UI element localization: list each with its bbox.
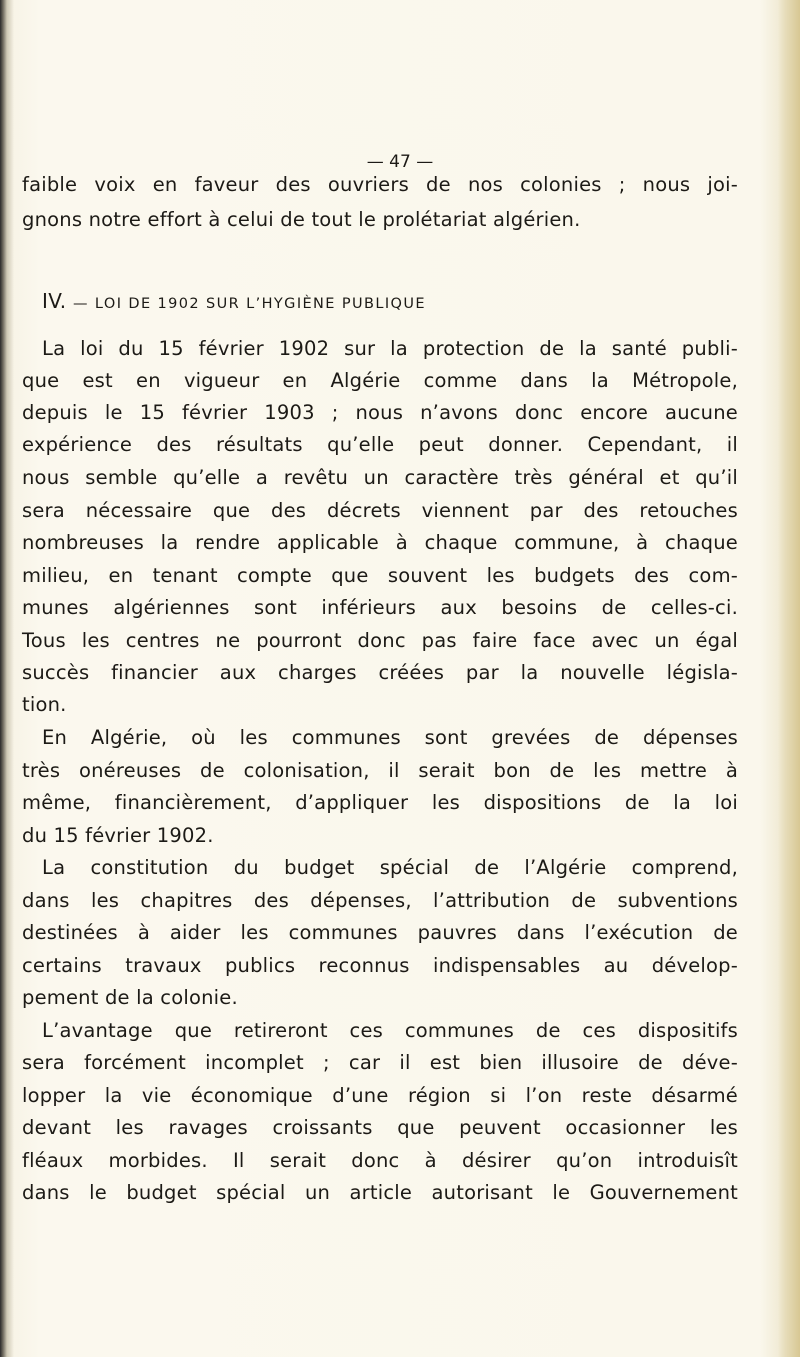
text-line: fléaux morbides. Il serait donc à désirer qu’on introduisît — [22, 1149, 738, 1172]
text-line: sera nécessaire que des décrets viennent par des retouches — [22, 499, 738, 522]
text-line: gnons notre effort à celui de tout le prolétariat algérien. — [22, 208, 581, 231]
text-line: du 15 février 1902. — [22, 824, 214, 847]
page-number: — 47 — — [366, 152, 434, 172]
text-line: faible voix en faveur des ouvriers de nos colonies ; nous joi- — [22, 173, 738, 196]
text-line: La constitution du budget spécial de l’Algérie comprend, — [42, 856, 738, 879]
text-line: pement de la colonie. — [22, 986, 238, 1009]
text-line: succès financier aux charges créées par la nouvelle législa- — [22, 661, 738, 684]
text-line: munes algériennes sont inférieurs aux besoins de celles-ci. — [22, 596, 738, 619]
text-line: milieu, en tenant compte que souvent les budgets des com- — [22, 564, 738, 587]
text-line: La loi du 15 février 1902 sur la protection de la santé publi- — [42, 337, 738, 360]
text-line: En Algérie, où les communes sont grevées de dépenses — [42, 726, 738, 749]
text-line: que est en vigueur en Algérie comme dans la Métropole, — [22, 369, 738, 392]
text-line: Tous les centres ne pourront donc pas faire face avec un égal — [22, 629, 738, 652]
text-line: dans les chapitres des dépenses, l’attribution de subventions — [22, 889, 738, 912]
text-line: devant les ravages croissants que peuvent occasionner les — [22, 1116, 738, 1139]
text-line: tion. — [22, 693, 67, 716]
section-title: — LOI DE 1902 SUR L’HYGIÈNE PUBLIQUE — [73, 296, 426, 312]
text-line: très onéreuses de colonisation, il serait bon de les mettre à — [22, 759, 738, 782]
text-line: certains travaux publics reconnus indispensables au dévelop- — [22, 954, 738, 977]
text-line: même, financièrement, d’appliquer les dispositions de la loi — [22, 791, 738, 814]
text-line: depuis le 15 février 1903 ; nous n’avons donc encore aucune — [22, 401, 738, 424]
text-line: lopper la vie économique d’une région si l’on reste désarmé — [22, 1084, 738, 1107]
text-line: nous semble qu’elle a revêtu un caractère très général et qu’il — [22, 466, 738, 489]
section-number: IV. — [42, 289, 67, 313]
text-line: expérience des résultats qu’elle peut donner. Cependant, il — [22, 433, 738, 456]
text-line: destinées à aider les communes pauvres dans l’exécution de — [22, 921, 738, 944]
text-line: dans le budget spécial un article autorisant le Gouvernement — [22, 1181, 738, 1204]
text-line: L’avantage que retireront ces communes de ces dispositifs — [42, 1019, 738, 1042]
text-line: nombreuses la rendre applicable à chaque commune, à chaque — [22, 531, 738, 554]
text-line: sera forcément incomplet ; car il est bien illusoire de déve- — [22, 1051, 738, 1074]
section-heading — [42, 289, 742, 313]
